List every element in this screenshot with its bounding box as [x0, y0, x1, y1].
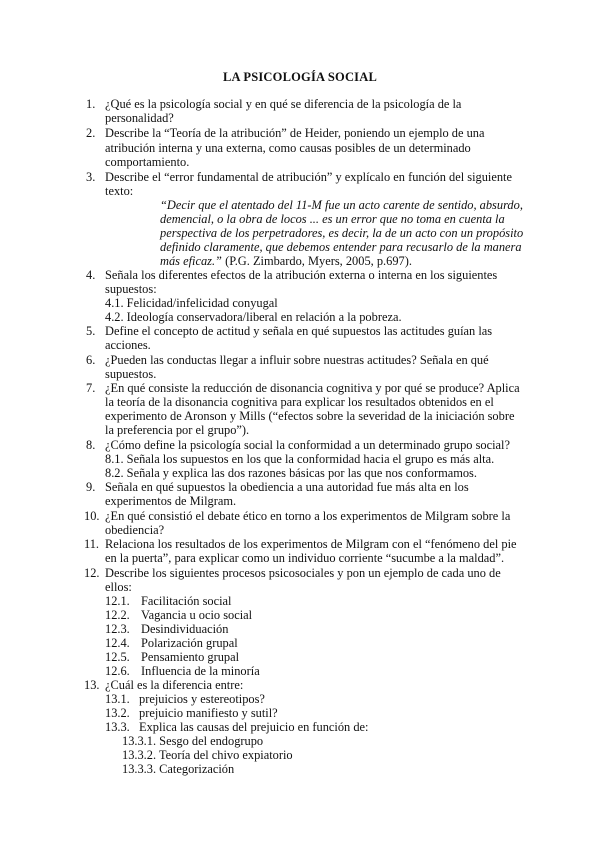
question-number: 4.: [86, 268, 96, 282]
question-text: ¿Cómo define la psicología social la conformidad a un determinado grupo social?: [105, 438, 510, 452]
question-number: 13.: [84, 678, 100, 692]
question-text: ellos:: [105, 580, 132, 594]
sub-item: Vagancia u ocio social: [141, 608, 253, 622]
quote-line: “Decir que el atentado del 11-M fue un acto carente de sentido, absurdo,: [160, 198, 523, 212]
sub-item-number: 12.3.: [105, 622, 130, 636]
question-text: ¿En qué consistió el debate ético en torno a los experimentos de Milgram sobre la: [105, 509, 511, 523]
sub-item-number: 12.1.: [105, 594, 130, 608]
question-text: ¿Cuál es la diferencia entre:: [105, 678, 244, 692]
question-text: ¿En qué consiste la reducción de disonancia cognitiva y por qué se produce? Aplica: [105, 381, 520, 395]
question-number: 11.: [84, 537, 100, 551]
sub-item-number: 12.2.: [105, 608, 130, 622]
question-number: 12.: [84, 566, 100, 580]
sub-item: Influencia de la minoría: [141, 664, 260, 678]
question-number: 5.: [86, 324, 96, 338]
sub-item: 4.2. Ideología conservadora/liberal en relación a la pobreza.: [105, 310, 402, 324]
question-text: atribución interna y una externa, como causas posibles de un determinado: [105, 141, 471, 155]
sub-item: Polarización grupal: [141, 636, 238, 650]
question-text: Señala en qué supuestos la obediencia a una autoridad fue más alta en los: [105, 480, 469, 494]
question-number: 2.: [86, 126, 96, 140]
question-number: 6.: [86, 353, 96, 367]
page-title: LA PSICOLOGÍA SOCIAL: [222, 70, 378, 84]
sub-item: prejuicios y estereotipos?: [139, 692, 265, 706]
question-number: 1.: [86, 97, 96, 111]
sub-sub-item: 13.3.3. Categorización: [122, 762, 235, 776]
question-text: texto:: [105, 184, 134, 198]
sub-item-number: 13.3.: [105, 720, 130, 734]
question-text: Señala los diferentes efectos de la atribución externa o interna en los siguientes: [105, 268, 498, 282]
question-text: acciones.: [105, 338, 151, 352]
sub-item: 4.1. Felicidad/infelicidad conyugal: [105, 296, 278, 310]
quote-line: demencial, o la obra de locos ... es un error que no toma en cuenta la: [160, 212, 505, 226]
sub-sub-item: 13.3.1. Sesgo del endogrupo: [122, 734, 264, 748]
sub-item-number: 13.2.: [105, 706, 130, 720]
sub-item: 8.2. Señala y explica las dos razones básicas por las que nos conformamos.: [105, 466, 477, 480]
question-text: ¿Pueden las conductas llegar a influir sobre nuestras actitudes? Señala en qué: [105, 353, 489, 367]
sub-item: Facilitación social: [141, 594, 232, 608]
sub-item-number: 13.1.: [105, 692, 130, 706]
question-text: obediencia?: [105, 523, 165, 537]
question-number: 10.: [84, 509, 100, 523]
question-number: 3.: [86, 170, 96, 184]
quote-line: [160, 254, 412, 269]
quote-line: definido claramente, que debemos entender para recusarlo de la manera: [160, 240, 522, 254]
question-text: experimentos de Milgram.: [105, 494, 237, 508]
question-number: 9.: [86, 480, 96, 494]
sub-item: Pensamiento grupal: [141, 650, 240, 664]
sub-sub-item: 13.3.2. Teoría del chivo expiatorio: [122, 748, 293, 762]
question-text: la teoría de la disonancia cognitiva para explicar los resultados obtenidos en el: [105, 395, 494, 409]
question-text: experimento de Aronson y Mills (“efectos sobre la severidad de la iniciación sobre: [105, 409, 515, 423]
quote-citation: (P.G. Zimbardo, Myers, 2005, p.697).: [221, 254, 412, 268]
sub-item: Explica las causas del prejuicio en función de:: [139, 720, 369, 734]
sub-item: prejuicio manifiesto y sutil?: [139, 706, 278, 720]
question-text: Describe los siguientes procesos psicosociales y pon un ejemplo de cada uno de: [105, 566, 501, 580]
question-text: supuestos:: [105, 282, 157, 296]
question-text: la preferencia por el grupo”).: [105, 423, 250, 437]
sub-item-number: 12.4.: [105, 636, 130, 650]
sub-item: 8.1. Señala los supuestos en los que la conformidad hacia el grupo es más alta.: [105, 452, 495, 466]
question-text: Describe el “error fundamental de atribución” y explícalo en función del siguiente: [105, 170, 513, 184]
question-text: Relaciona los resultados de los experimentos de Milgram con el “fenómeno del pie: [105, 537, 517, 551]
question-text: comportamiento.: [105, 155, 190, 169]
question-number: 7.: [86, 381, 96, 395]
question-number: 8.: [86, 438, 96, 452]
quote-line: perspectiva de los perpetradores, es decir, la de un acto con un propósito: [160, 226, 524, 240]
sub-item-number: 12.6.: [105, 664, 130, 678]
question-text: ¿Qué es la psicología social y en qué se diferencia de la psicología de la: [105, 97, 462, 111]
question-text: Describe la “Teoría de la atribución” de Heider, poniendo un ejemplo de una: [105, 126, 485, 140]
question-text: Define el concepto de actitud y señala en qué supuestos las actitudes guían las: [105, 324, 493, 338]
sub-item-number: 12.5.: [105, 650, 130, 664]
question-text: personalidad?: [105, 111, 174, 125]
question-text: supuestos.: [105, 367, 157, 381]
sub-item: Desindividuación: [141, 622, 229, 636]
quote-end: más eficaz.”: [160, 254, 222, 268]
question-text: en la puerta”, para explicar como un individuo corriente “sucumbe a la maldad”.: [105, 551, 505, 565]
